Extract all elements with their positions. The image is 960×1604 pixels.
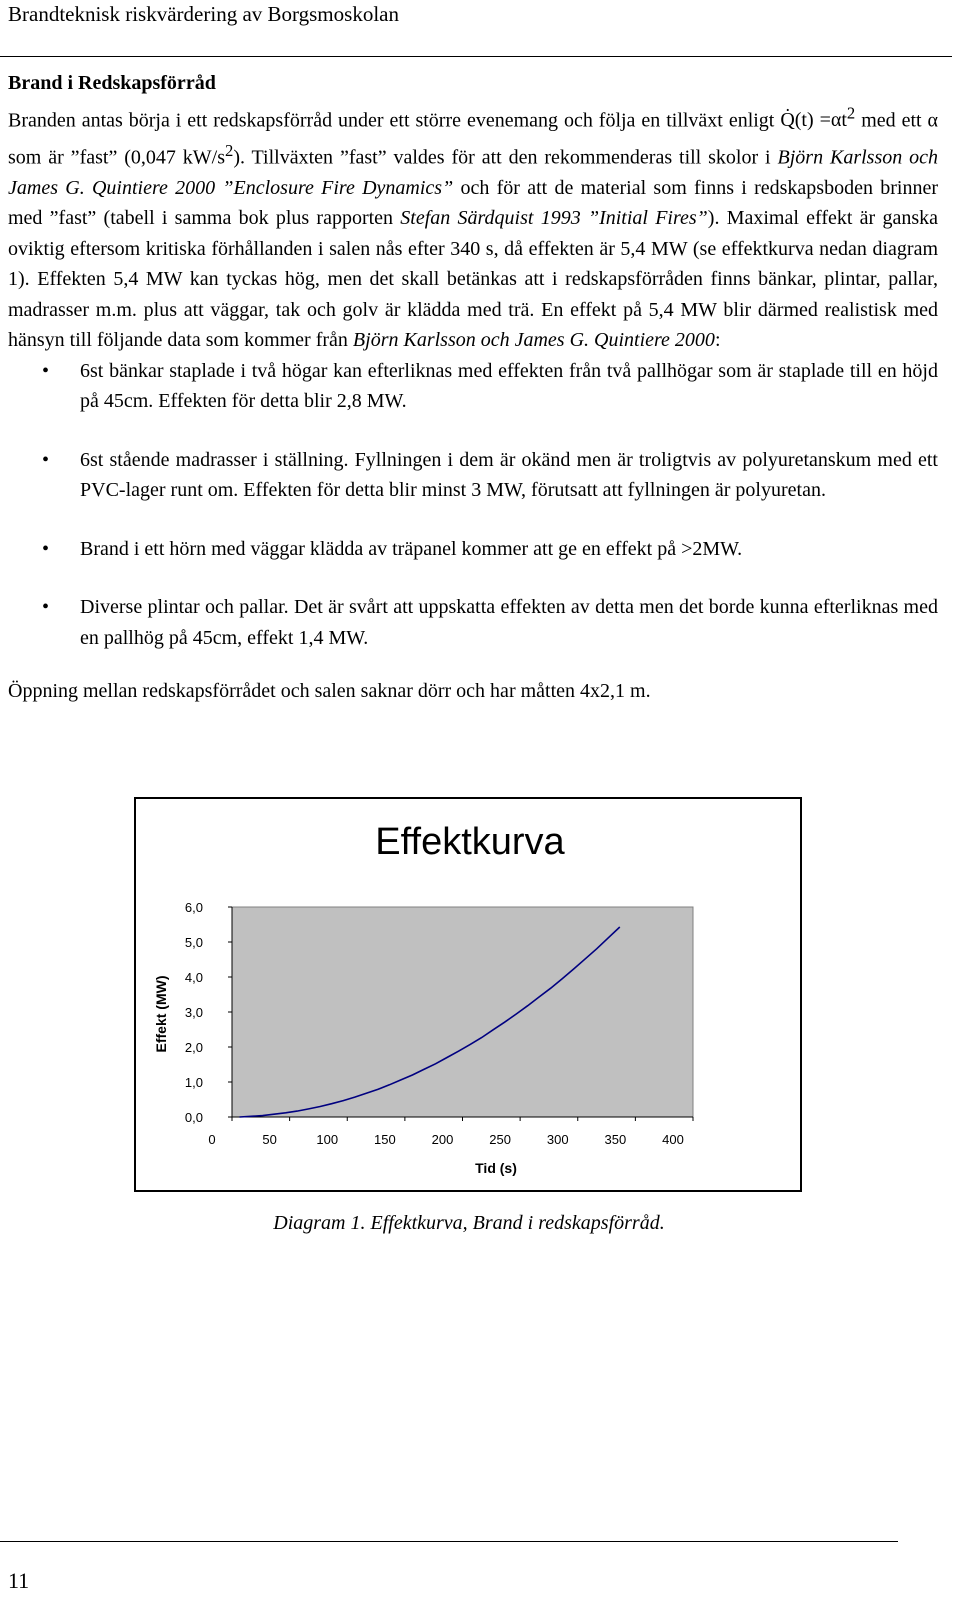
para-text-3: ). Tillväxten ”fast” valdes för att den rekommenderas till skolor i (233, 146, 778, 169)
unit-exponent: 2 (225, 140, 234, 160)
chart-svg (136, 799, 800, 1190)
chart-title: Effektkurva (375, 821, 565, 863)
x-axis-label: Tid (s) (475, 1160, 517, 1176)
opening-paragraph: Öppning mellan redskapsförrådet och salen saknar dörr och har måtten 4x2,1 m. (8, 680, 651, 703)
list-item-text: 6st stående madrasser i ställning. Fyllningen i dem är okänd men är troligtvis av polyuretanskum med ett PVC-lager runt om. Effekten för detta blir minst 3 MW, förutsatt att fyllningen är polyuretan. (80, 448, 938, 502)
para-text-2: med ett α som är ”fast” (0,047 kW/s (8, 109, 939, 169)
x-tick-label: 250 (489, 1132, 511, 1147)
growth-formula (780, 103, 856, 132)
para-text-4: och för att de material som finns i redskapsboden brinner med ”fast” (tabell i samma bok plus rapporten (8, 176, 938, 230)
page-number: 11 (8, 1568, 30, 1593)
formula-lhs: Q̇(t) =αt (780, 109, 847, 132)
x-tick-label: 100 (316, 1132, 339, 1147)
bullet-icon: • (42, 537, 50, 560)
y-axis-label: Effekt (MW) (153, 975, 169, 1053)
y-tick-label: 4,0 (184, 970, 203, 985)
plot-area (232, 907, 693, 1117)
running-header: Brandteknisk riskvärdering av Borgsmoskolan (8, 2, 399, 26)
para-text-6: : (714, 329, 721, 352)
document-body (8, 68, 938, 707)
x-tick-label: 200 (431, 1132, 454, 1147)
section-heading: Brand i Redskapsförråd (8, 72, 216, 94)
y-tick-label: 2,0 (184, 1040, 203, 1055)
bullet-icon: • (42, 596, 50, 619)
y-tick-label: 1,0 (184, 1075, 203, 1090)
list-item (8, 592, 938, 653)
para-text-1: Branden antas börja i ett redskapsförråd under ett större evenemang och följa en tillväxt enligt (8, 109, 775, 132)
y-tick-label: 3,0 (184, 1005, 203, 1020)
x-tick-label: 50 (262, 1132, 277, 1147)
list-item (8, 534, 938, 565)
figure-caption: Diagram 1. Effektkurva, Brand i redskapsförråd. (273, 1212, 665, 1234)
list-item-text: 6st bänkar staplade i två högar kan efterliknas med effekten från två pallhögar som är staplade till en höjd på 45cm. Effekten för detta blir 2,8 MW. (80, 359, 938, 413)
body-paragraph (8, 99, 938, 356)
plot-area-group (185, 900, 693, 1147)
list-item (8, 356, 938, 417)
bullet-list (8, 356, 938, 654)
list-item-text: Brand i ett hörn med väggar klädda av träpanel kommer att ge en effekt på >2MW. (80, 537, 743, 560)
bullet-icon: • (42, 448, 50, 471)
header-rule (0, 56, 952, 57)
y-tick-label: 0,0 (184, 1110, 203, 1125)
x-tick-label: 0 (208, 1132, 216, 1147)
effect-chart (134, 797, 802, 1192)
formula-exponent: 2 (846, 103, 856, 123)
reference-karlsson: Björn Karlsson och James G. Quintiere 2000 ”Enclosure Fire Dynamics” (8, 146, 939, 199)
x-tick-label: 300 (546, 1132, 569, 1147)
y-tick-label: 5,0 (184, 935, 203, 950)
y-tick-label: 6,0 (184, 900, 203, 915)
list-item-text: Diverse plintar och pallar. Det är svårt att uppskatta effekten av detta men det borde kunna efterliknas med en pallhög på 45cm, effekt 1,4 MW. (80, 596, 938, 649)
bullet-icon: • (42, 359, 50, 382)
reference-karlsson-2: Björn Karlsson och James G. Quintiere 2000 (352, 329, 715, 352)
x-tick-label: 150 (374, 1132, 396, 1147)
list-item (8, 445, 938, 506)
footer-rule (0, 1541, 898, 1542)
reference-sardquist: Stefan Särdquist 1993 ”Initial Fires” (400, 207, 708, 230)
x-tick-label: 400 (662, 1132, 684, 1147)
x-tick-label: 350 (604, 1132, 627, 1147)
para-text-5: ). Maximal effekt är ganska oviktig eftersom kritiska förhållanden i salen nås efter 340 s, då effekten är 5,4 MW (se effektkurva nedan diagram 1). Effekten 5,4 MW kan tyckas hög, men det skall betänkas att i redskapsförråden finns bänkar, plintar, pallar, madrasser m.m. plus att väggar, tak och golv är klädda med trä. En effekt på 5,4 MW blir därmed realistisk med hänsyn till följande data som kommer från (8, 207, 938, 352)
